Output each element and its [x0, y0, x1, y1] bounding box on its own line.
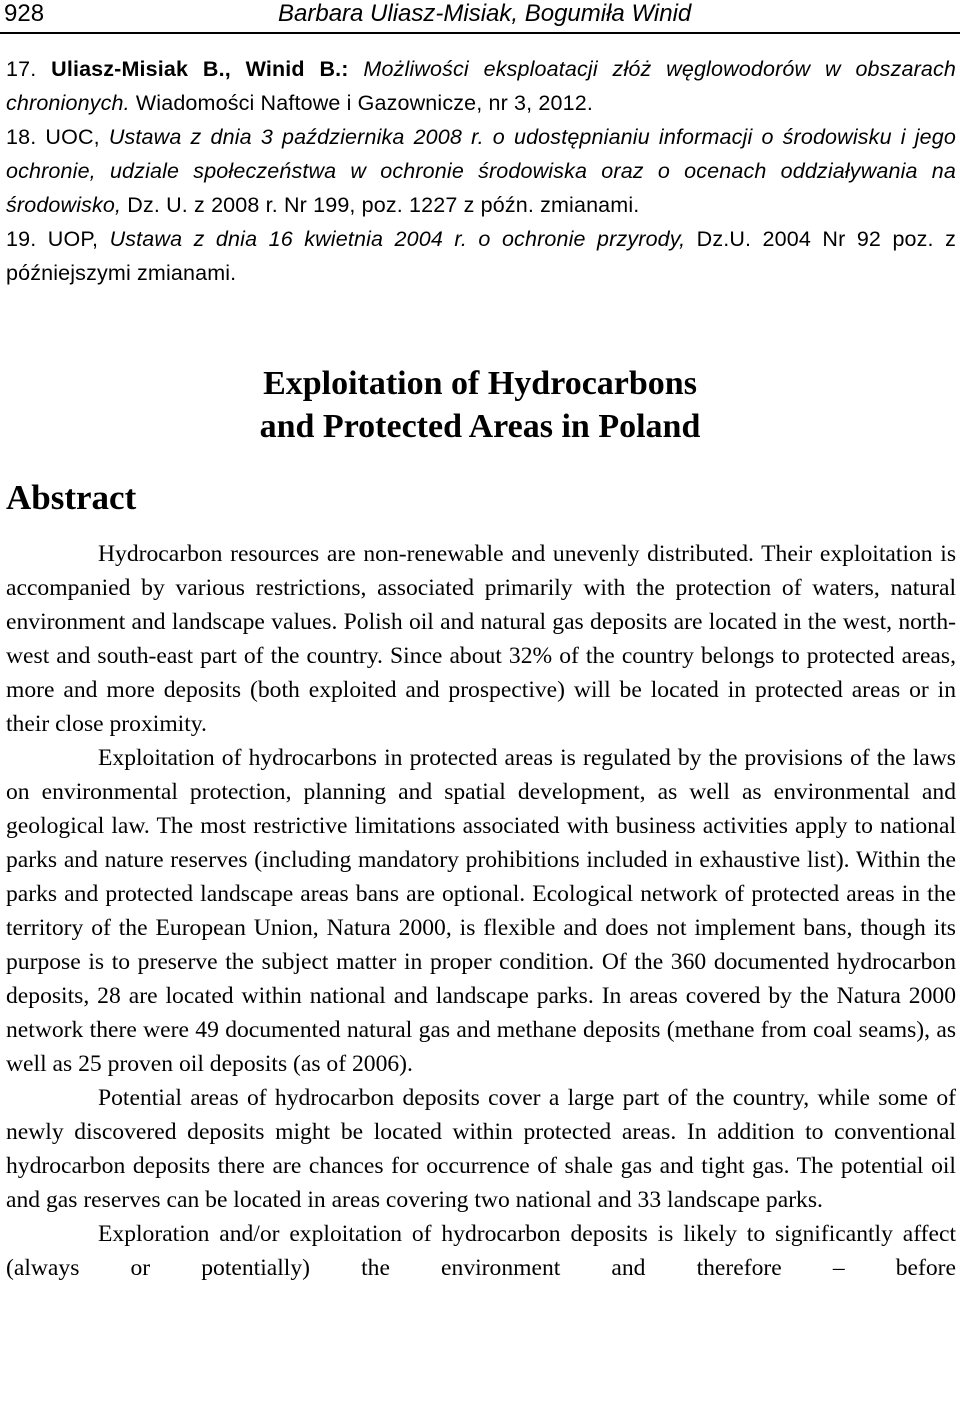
reference-authors: Uliasz-Misiak B., Winid B.: — [51, 57, 349, 81]
reference-item — [6, 52, 956, 120]
abstract-body — [6, 537, 956, 1285]
reference-item — [6, 222, 956, 290]
reference-number: 18. — [6, 125, 37, 149]
reference-number: 19. — [6, 227, 37, 251]
article-title-line-2: and Protected Areas in Poland — [259, 408, 701, 445]
running-head: Barbara Uliasz-Misiak, Bogumiła Winid — [278, 0, 692, 27]
abstract-heading: Abstract — [6, 478, 137, 517]
reference-title: Ustawa z dnia 3 października 2008 r. o udostępnianiu informacji o środowisku i jego ochronie, udziale społeczeństwa w ochronie środowiska oraz o ocenach oddziaływania na środowisko, — [6, 125, 956, 217]
reference-item — [6, 120, 956, 222]
header-rule — [0, 32, 960, 34]
article-title-line-1: Exploitation of Hydrocarbons — [263, 365, 697, 402]
page-number: 928 — [4, 0, 45, 27]
reference-source: Dz.U. 2004 Nr 92 poz. z późniejszymi zmianami. — [6, 227, 957, 285]
reference-source: Wiadomości Naftowe i Gazownicze, nr 3, 2012. — [135, 91, 593, 115]
page-header — [0, 0, 960, 32]
abstract-paragraph: Exploitation of hydrocarbons in protected areas is regulated by the provisions of the laws on environmental protection, planning and spatial development, as well as environmental and geological law. The most restrictive limitations associated with business activities apply to national parks and nature reserves (including mandatory prohibitions included in exhaustive list). Within the parks and protected landscape areas bans are optional. Ecological network of protected areas in the territory of the European Union, Natura 2000, is flexible and does not implement bans, though its purpose is to preserve the subject matter in proper condition. Of the 360 documented hydrocarbon deposits, 28 are located within national and landscape parks. In areas covered by the Natura 2000 network there were 49 documented natural gas and methane deposits (methane from coal seams), as well as 25 proven oil deposits (as of 2006). — [6, 745, 956, 1077]
reference-source: Dz. U. z 2008 r. Nr 199, poz. 1227 z późn. zmianami. — [127, 193, 640, 217]
abstract-paragraph: Hydrocarbon resources are non-renewable and unevenly distributed. Their exploitation is accompanied by various restrictions, associated primarily with the protection of waters, natural environment and landscape values. Polish oil and natural gas deposits are located in the west, north-west and south-east part of the country. Since about 32% of the country belongs to protected areas, more and more deposits (both exploited and prospective) will be located in protected areas or in their close proximity. — [6, 541, 956, 737]
reference-number: 17. — [6, 57, 37, 81]
abstract-paragraph: Potential areas of hydrocarbon deposits cover a large part of the country, while some of newly discovered deposits might be located within protected areas. In addition to conventional hydrocarbon deposits there are chances for occurrence of shale gas and tight gas. The potential oil and gas reserves can be located in areas covering two national and 33 landscape parks. — [6, 1085, 956, 1213]
reference-authors: UOC, — [45, 125, 100, 149]
article-title — [0, 362, 960, 448]
reference-title: Ustawa z dnia 16 kwietnia 2004 r. o ochronie przyrody, — [109, 227, 686, 251]
reference-title: Możliwości eksploatacji złóż węglowodorów w obszarach chronionych. — [6, 57, 956, 115]
reference-authors: UOP, — [47, 227, 99, 251]
reference-list — [6, 52, 956, 290]
abstract-paragraph: Exploration and/or exploitation of hydrocarbon deposits is likely to significantly affect (always or potentially) the environment and therefore – before — [6, 1221, 956, 1281]
